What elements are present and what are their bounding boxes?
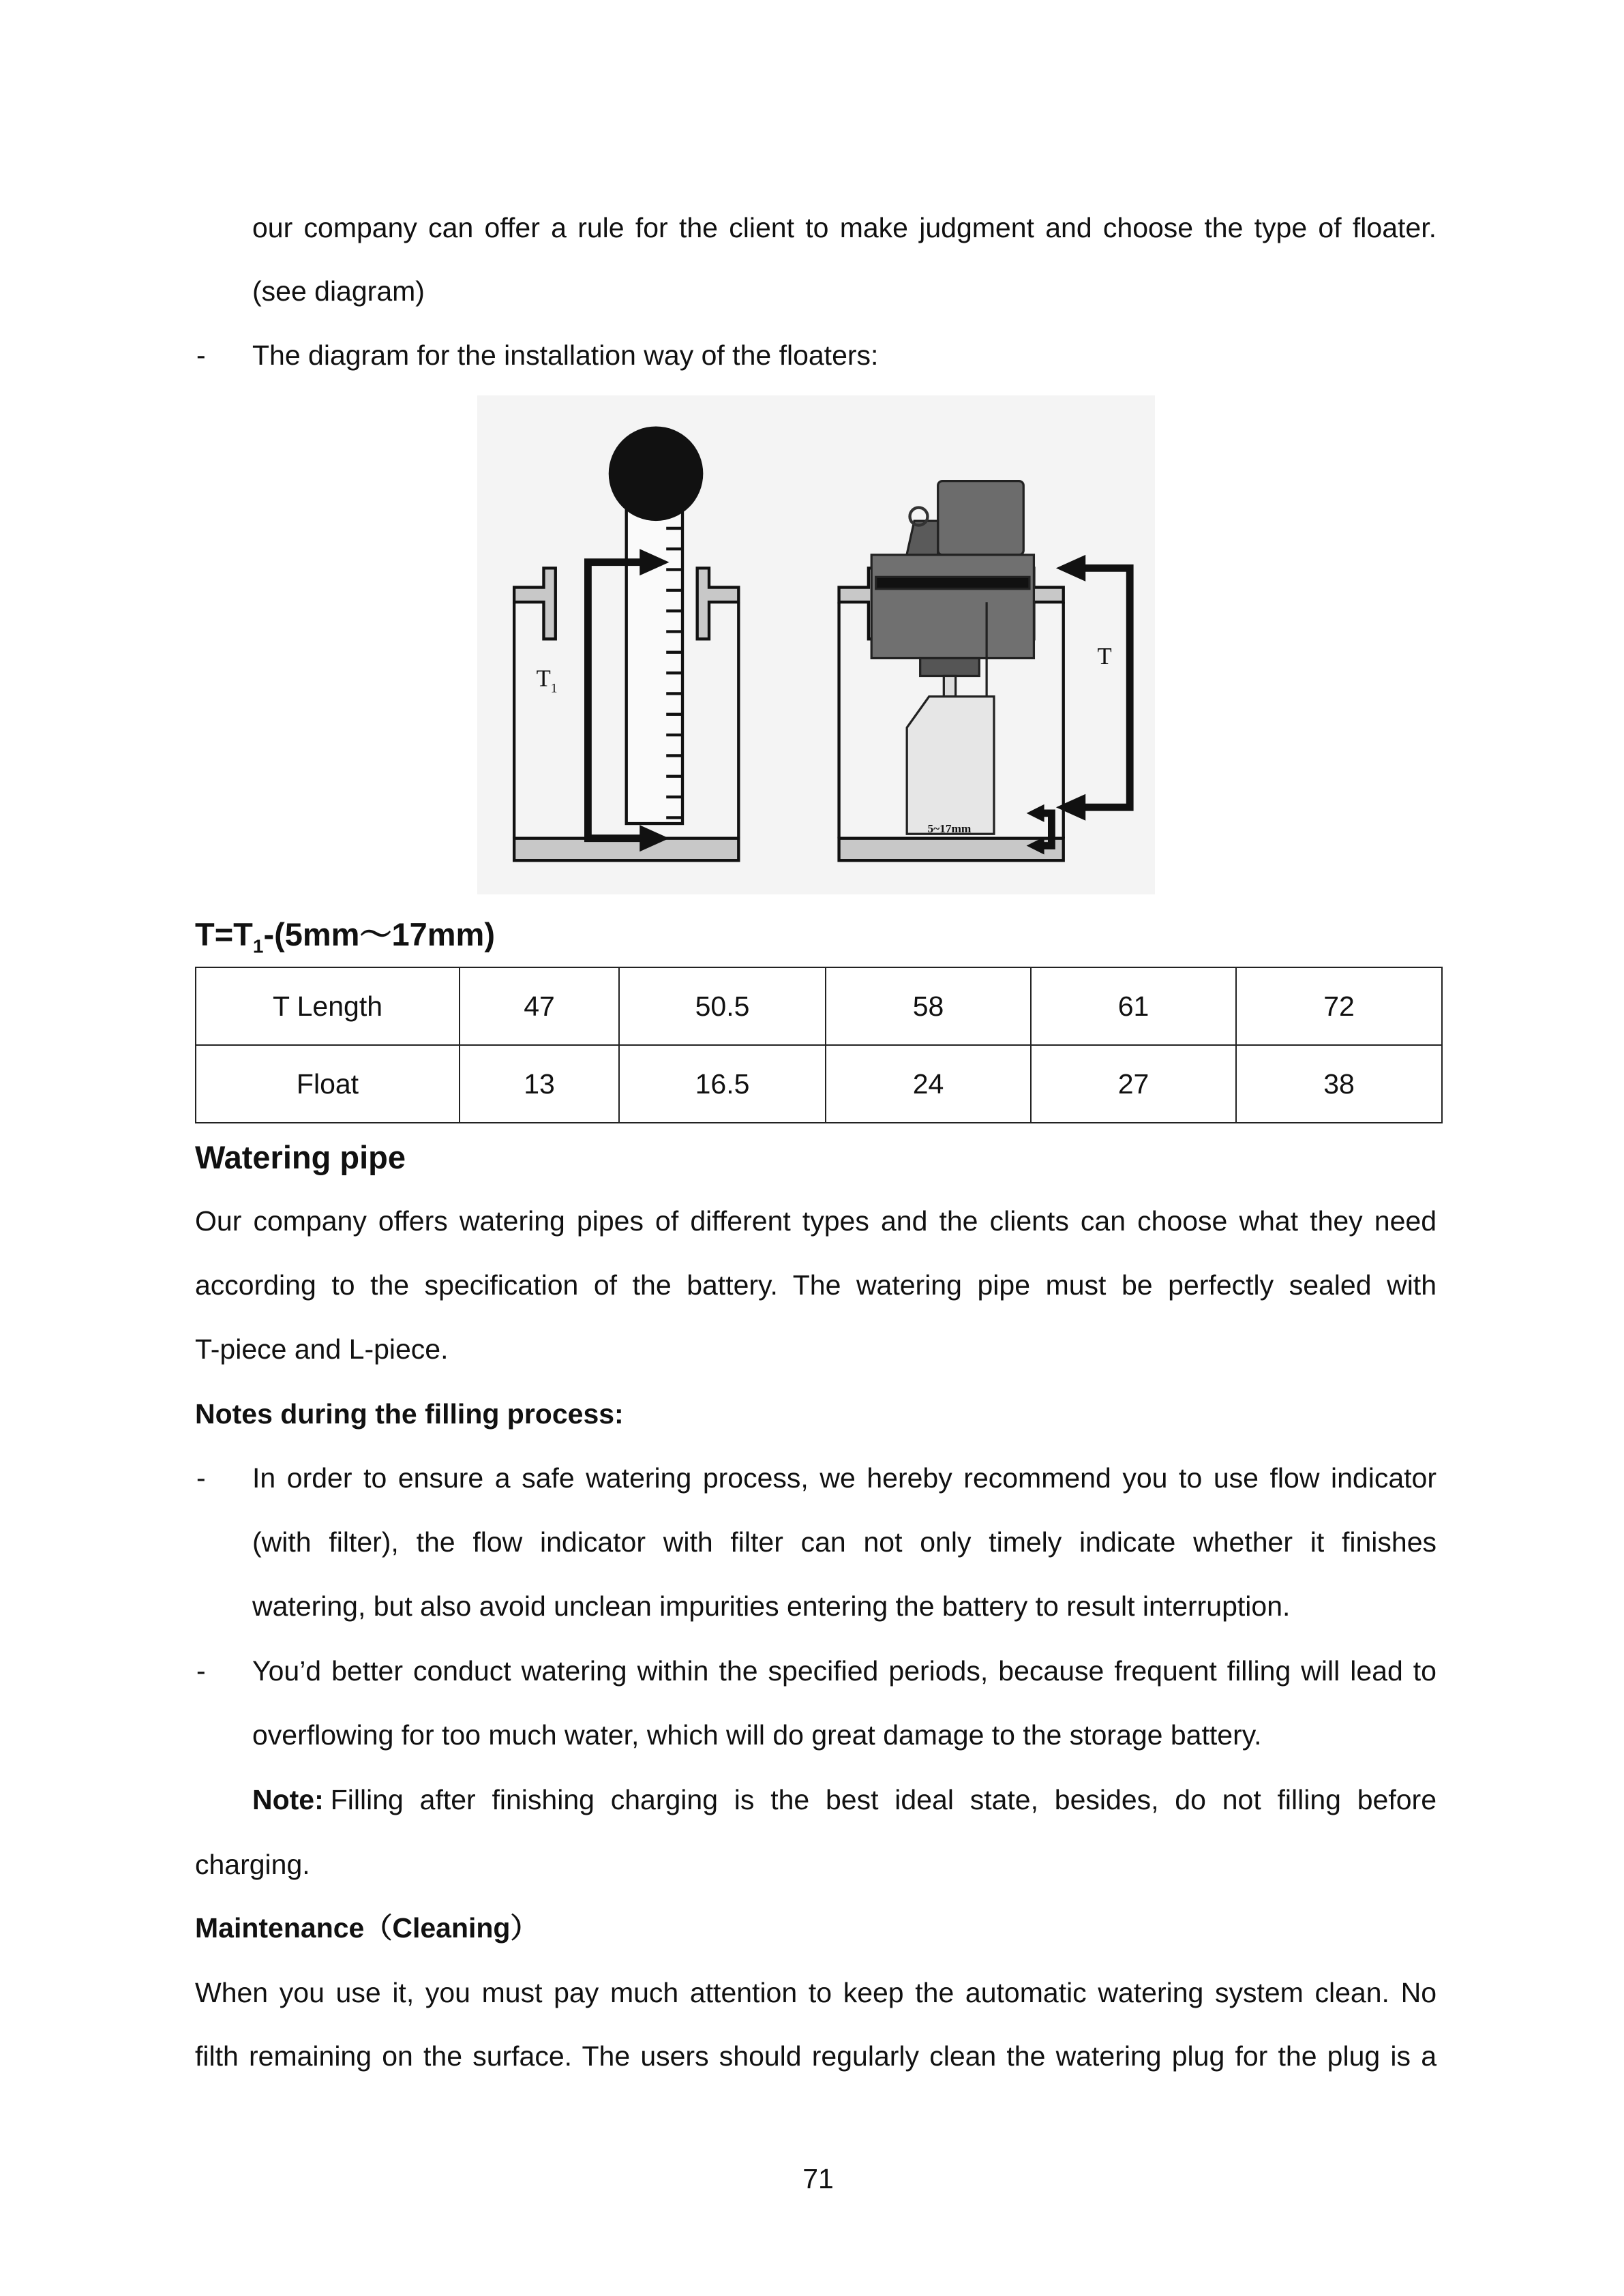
- text-line: When you use it, you must pay much attention to keep the automatic watering system clean. No: [195, 1977, 1437, 2008]
- bullet-dash: -: [196, 1462, 206, 1494]
- table-row: [196, 1045, 1442, 1123]
- text-line: T-piece and L-piece.: [195, 1333, 449, 1365]
- table-row: [196, 967, 1442, 1045]
- row-label: T Length: [196, 967, 460, 1045]
- text-line: The diagram for the installation way of the floaters:: [252, 339, 879, 371]
- page-number: 71: [802, 2163, 834, 2194]
- section-heading: Watering pipe: [195, 1139, 406, 1175]
- text-line: filth remaining on the surface. The users should regularly clean the watering plug for the plug is a: [195, 2040, 1437, 2072]
- float-table: [195, 967, 1443, 1123]
- text-line: Our company offers watering pipes of different types and the clients can choose what they need: [195, 1205, 1437, 1237]
- table-cell: 16.5: [619, 1045, 826, 1123]
- text-line: (with filter), the flow indicator with filter can not only timely indicate whether it finishes: [252, 1526, 1437, 1558]
- note-text: Filling after finishing charging is the best ideal state, besides, do not filling before: [330, 1784, 1437, 1815]
- text-line: our company can offer a rule for the client to make judgment and choose the type of floater.: [252, 212, 1437, 243]
- text-line: charging.: [195, 1849, 310, 1880]
- text-line: You’d better conduct watering within the specified periods, because frequent filling will lead to: [252, 1655, 1437, 1687]
- floater-installation-diagram: [477, 395, 1155, 894]
- float-ball: [609, 426, 704, 521]
- text-line: overflowing for too much water, which will do great damage to the storage battery.: [252, 1719, 1262, 1751]
- row-label: Float: [196, 1045, 460, 1123]
- bullet-dash: -: [196, 339, 206, 371]
- t1-label: $T_1$: [536, 665, 558, 696]
- table-cell: 13: [460, 1045, 619, 1123]
- table-cell: 58: [826, 967, 1031, 1045]
- note-label: Note:: [252, 1784, 324, 1815]
- table-cell: 61: [1031, 967, 1236, 1045]
- text-line: according to the specification of the battery. The watering pipe must be perfectly sealed with: [195, 1269, 1437, 1301]
- table-cell: 72: [1236, 967, 1442, 1045]
- text-line: In order to ensure a safe watering process, we hereby recommend you to use flow indicator: [252, 1462, 1437, 1494]
- text-line: [252, 1783, 1437, 1817]
- subheading: Maintenance（Cleaning）: [195, 1912, 539, 1944]
- table-cell: 27: [1031, 1045, 1236, 1123]
- text-line: (see diagram): [252, 275, 425, 307]
- text-line: watering, but also avoid unclean impurities entering the battery to result interruption.: [252, 1590, 1291, 1622]
- table-cell: 47: [460, 967, 619, 1045]
- table-cell: 24: [826, 1045, 1031, 1123]
- table-cell: 38: [1236, 1045, 1442, 1123]
- range-label: 5~17mm: [927, 822, 972, 836]
- subheading: Notes during the filling process:: [195, 1398, 624, 1430]
- table-cell: 50.5: [619, 967, 826, 1045]
- t-label: T: [1097, 644, 1112, 670]
- bullet-dash: -: [196, 1655, 206, 1687]
- formula: $T=T_1-(5mm\sim 17mm)$: [195, 916, 495, 957]
